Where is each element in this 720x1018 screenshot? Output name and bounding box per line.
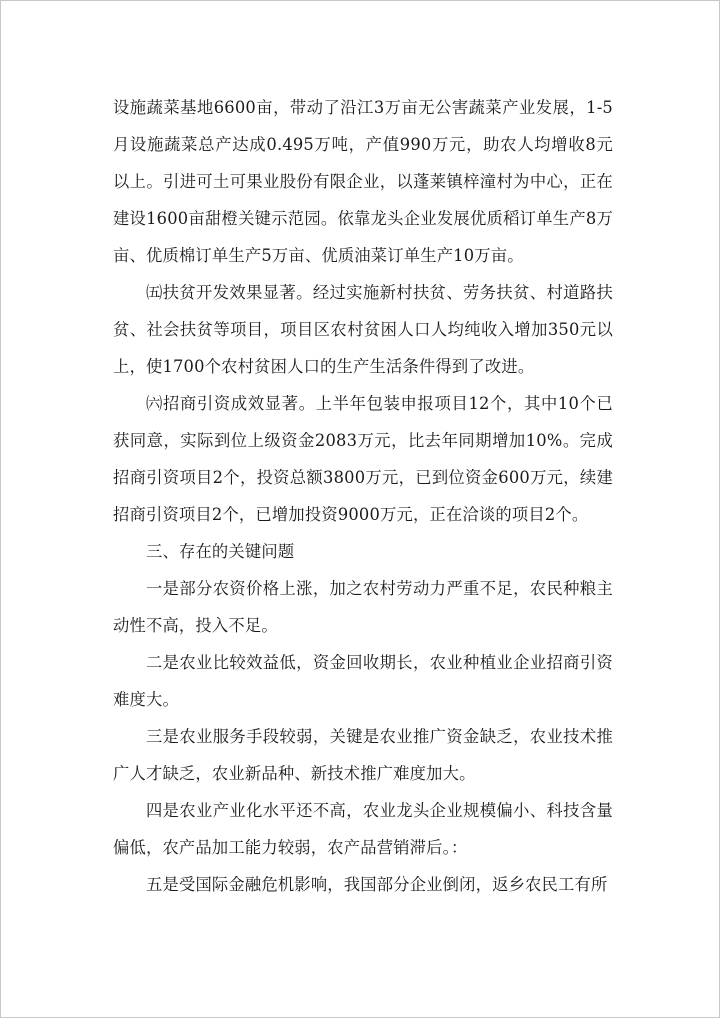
paragraph-problem-three: 三是农业服务手段较弱，关键是农业推广资金缺乏，农业技术推广人才缺乏，农业新品种、新技术推广难度加大。: [113, 727, 613, 783]
paragraph-investment-attraction: ㈥招商引资成效显著。上半年包装申报项目12个，其中10个已获同意，实际到位上级资金2083万元，比去年同期增加10%。完成招商引资项目2个，投资总额3800万元，已到位资金600万元，续建招商引资项目2个，已增加投资9000万元，正在洽谈的项目2个。: [113, 394, 613, 524]
paragraph-poverty-alleviation: ㈤扶贫开发效果显著。经过实施新村扶贫、劳务扶贫、村道路扶贫、社会扶贫等项目，项目区农村贫困人口人均纯收入增加350元以上，使1700个农村贫困人口的生产生活条件得到了改进。: [113, 283, 613, 376]
paragraph-problem-one: 一是部分农资价格上涨，加之农村劳动力严重不足，农民种粮主动性不高，投入不足。: [113, 579, 613, 635]
paragraph-problem-four: 四是农业产业化水平还不高，农业龙头企业规模偏小、科技含量偏低，农产品加工能力较弱，农产品营销滞后。：: [113, 801, 613, 857]
paragraph-problem-five: 五是受国际金融危机影响，我国部分企业倒闭，返乡农民工有所: [146, 875, 608, 894]
section-heading-key-problems: 三、存在的关键问题: [146, 542, 295, 561]
paragraph-vegetable-base: 设施蔬菜基地6600亩，带动了沿江3万亩无公害蔬菜产业发展，1-5月设施蔬菜总产达成0.495万吨，产值990万元，助农人均增收8元以上。引进可土可果业股份有限企业，以蓬莱镇梓潼村为中心，正在建设1600亩甜橙关键示范园。依靠龙头企业发展优质稻订单生产8万亩、优质棉订单生产5万亩、优质油菜订单生产10万亩。: [113, 98, 613, 265]
paragraph-problem-two: 二是农业比较效益低，资金回收期长，农业种植业企业招商引资难度大。: [113, 653, 613, 709]
document-body: [113, 89, 613, 903]
